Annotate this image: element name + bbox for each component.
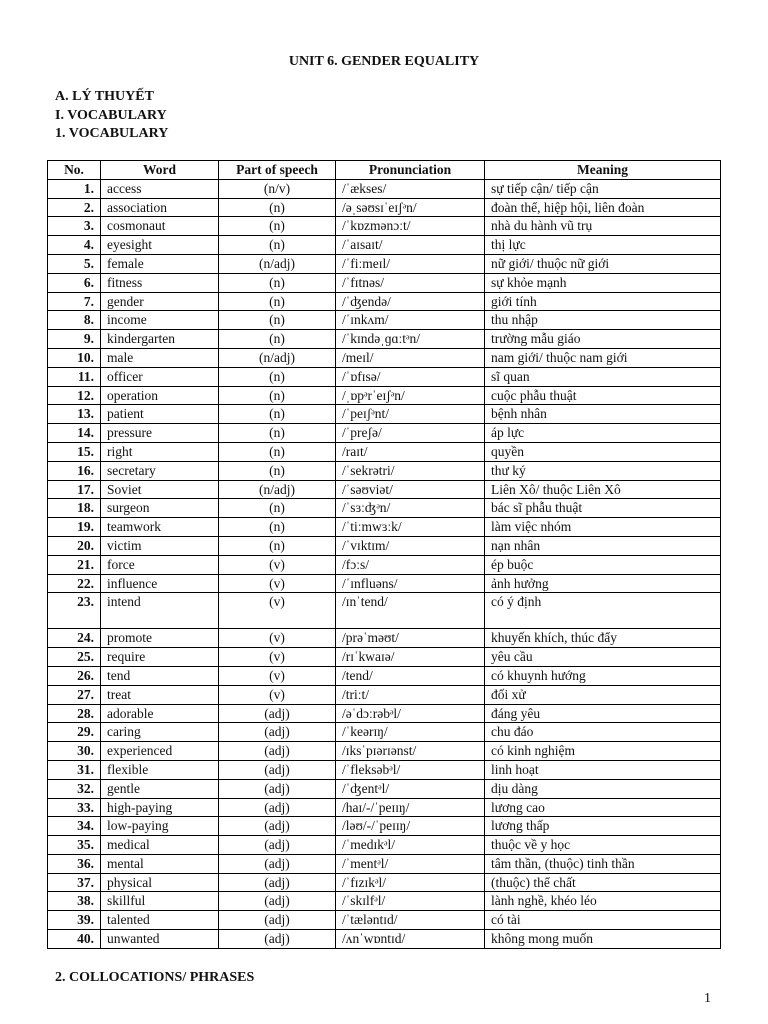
cell-meaning: linh hoạt (485, 760, 721, 779)
header-part-of-speech: Part of speech (219, 161, 336, 180)
cell-no: 22. (48, 574, 101, 593)
cell-word: teamwork (101, 518, 219, 537)
cell-word: low-paying (101, 817, 219, 836)
cell-meaning: ép buộc (485, 555, 721, 574)
page-number: 1 (704, 991, 711, 1006)
cell-part-of-speech: (adj) (219, 779, 336, 798)
cell-no: 40. (48, 930, 101, 949)
cell-pronunciation: /ˈfiːmeɪl/ (336, 254, 485, 273)
table-row (48, 666, 721, 685)
cell-part-of-speech: (n) (219, 499, 336, 518)
cell-part-of-speech: (n) (219, 217, 336, 236)
cell-word: Soviet (101, 480, 219, 499)
cell-meaning: sự khỏe mạnh (485, 273, 721, 292)
table-row (48, 798, 721, 817)
cell-no: 33. (48, 798, 101, 817)
cell-word: association (101, 198, 219, 217)
cell-meaning: tâm thần, (thuộc) tinh thần (485, 854, 721, 873)
cell-pronunciation: /ˈaɪsaɪt/ (336, 236, 485, 255)
cell-word: tend (101, 666, 219, 685)
cell-word: require (101, 648, 219, 667)
cell-word: caring (101, 723, 219, 742)
cell-no: 7. (48, 292, 101, 311)
cell-part-of-speech: (v) (219, 666, 336, 685)
cell-meaning: nữ giới/ thuộc nữ giới (485, 254, 721, 273)
cell-pronunciation: /ˌɒpᵊrˈeɪʃᵊn/ (336, 386, 485, 405)
cell-no: 13. (48, 405, 101, 424)
cell-part-of-speech: (n/v) (219, 179, 336, 198)
cell-meaning: chu đáo (485, 723, 721, 742)
cell-part-of-speech: (v) (219, 685, 336, 704)
cell-word: physical (101, 873, 219, 892)
cell-word: income (101, 311, 219, 330)
cell-part-of-speech: (n) (219, 424, 336, 443)
cell-no: 8. (48, 311, 101, 330)
cell-meaning: lương cao (485, 798, 721, 817)
table-row (48, 386, 721, 405)
cell-word: skillful (101, 892, 219, 911)
cell-word: cosmonaut (101, 217, 219, 236)
cell-pronunciation: /ˈsəʊviət/ (336, 480, 485, 499)
cell-part-of-speech: (n) (219, 536, 336, 555)
cell-no: 26. (48, 666, 101, 685)
table-row (48, 648, 721, 667)
cell-pronunciation: /prəˈməʊt/ (336, 629, 485, 648)
cell-word: influence (101, 574, 219, 593)
cell-meaning: áp lực (485, 424, 721, 443)
cell-part-of-speech: (adj) (219, 854, 336, 873)
header-pronunciation: Pronunciation (336, 161, 485, 180)
cell-meaning: bệnh nhân (485, 405, 721, 424)
cell-pronunciation: /tend/ (336, 666, 485, 685)
cell-word: surgeon (101, 499, 219, 518)
cell-no: 25. (48, 648, 101, 667)
table-row (48, 536, 721, 555)
cell-no: 16. (48, 461, 101, 480)
cell-word: patient (101, 405, 219, 424)
table-row (48, 499, 721, 518)
cell-meaning: có khuynh hướng (485, 666, 721, 685)
cell-part-of-speech: (adj) (219, 817, 336, 836)
cell-pronunciation: /ˈpeɪʃᵊnt/ (336, 405, 485, 424)
table-row (48, 836, 721, 855)
cell-pronunciation: /ʌnˈwɒntɪd/ (336, 930, 485, 949)
cell-no: 18. (48, 499, 101, 518)
cell-meaning: thư ký (485, 461, 721, 480)
cell-word: right (101, 442, 219, 461)
cell-no: 1. (48, 179, 101, 198)
table-row (48, 555, 721, 574)
cell-meaning: giới tính (485, 292, 721, 311)
cell-pronunciation: /triːt/ (336, 685, 485, 704)
cell-meaning: thuộc về y học (485, 836, 721, 855)
cell-part-of-speech: (n) (219, 367, 336, 386)
cell-word: promote (101, 629, 219, 648)
cell-part-of-speech: (v) (219, 593, 336, 629)
heading-section-1: 1. VOCABULARY (55, 126, 169, 141)
heading-section-2: 2. COLLOCATIONS/ PHRASES (55, 970, 255, 985)
cell-pronunciation: /ˈfɪtnəs/ (336, 273, 485, 292)
cell-part-of-speech: (adj) (219, 723, 336, 742)
table-row (48, 367, 721, 386)
table-row (48, 442, 721, 461)
cell-part-of-speech: (v) (219, 574, 336, 593)
table-row (48, 480, 721, 499)
header-word: Word (101, 161, 219, 180)
cell-word: medical (101, 836, 219, 855)
cell-word: high-paying (101, 798, 219, 817)
table-row (48, 330, 721, 349)
cell-no: 23. (48, 593, 101, 629)
cell-word: gentle (101, 779, 219, 798)
cell-pronunciation: /ˈkɪndəˌɡɑːtᵊn/ (336, 330, 485, 349)
cell-meaning: cuộc phẫu thuật (485, 386, 721, 405)
table-row (48, 217, 721, 236)
cell-part-of-speech: (n) (219, 405, 336, 424)
table-row (48, 348, 721, 367)
table-row (48, 236, 721, 255)
cell-no: 3. (48, 217, 101, 236)
cell-pronunciation: /ləʊ/-/ˈpeɪɪŋ/ (336, 817, 485, 836)
cell-word: unwanted (101, 930, 219, 949)
cell-part-of-speech: (n) (219, 273, 336, 292)
cell-no: 34. (48, 817, 101, 836)
table-row (48, 873, 721, 892)
cell-pronunciation: /ɪksˈpɪərɪənst/ (336, 742, 485, 761)
cell-meaning: khuyến khích, thúc đẩy (485, 629, 721, 648)
cell-part-of-speech: (n) (219, 311, 336, 330)
heading-section-a: A. LÝ THUYẾT (55, 89, 154, 104)
table-row (48, 817, 721, 836)
cell-meaning: nam giới/ thuộc nam giới (485, 348, 721, 367)
cell-word: operation (101, 386, 219, 405)
cell-pronunciation: /ˈtæləntɪd/ (336, 911, 485, 930)
cell-meaning: thị lực (485, 236, 721, 255)
cell-word: treat (101, 685, 219, 704)
cell-no: 10. (48, 348, 101, 367)
table-row (48, 760, 721, 779)
cell-part-of-speech: (n) (219, 236, 336, 255)
table-row (48, 629, 721, 648)
cell-pronunciation: /əˈdɔːrəbᵊl/ (336, 704, 485, 723)
cell-meaning: sự tiếp cận/ tiếp cận (485, 179, 721, 198)
cell-part-of-speech: (adj) (219, 836, 336, 855)
cell-word: adorable (101, 704, 219, 723)
cell-no: 20. (48, 536, 101, 555)
cell-meaning: nạn nhân (485, 536, 721, 555)
cell-pronunciation: /ˈkɒzmənɔːt/ (336, 217, 485, 236)
cell-no: 35. (48, 836, 101, 855)
cell-meaning: Liên Xô/ thuộc Liên Xô (485, 480, 721, 499)
table-row (48, 911, 721, 930)
table-row (48, 518, 721, 537)
cell-no: 12. (48, 386, 101, 405)
cell-no: 37. (48, 873, 101, 892)
cell-pronunciation: /rɪˈkwaɪə/ (336, 648, 485, 667)
cell-meaning: đáng yêu (485, 704, 721, 723)
cell-part-of-speech: (n/adj) (219, 480, 336, 499)
cell-pronunciation: /fɔːs/ (336, 555, 485, 574)
cell-part-of-speech: (adj) (219, 911, 336, 930)
cell-word: intend (101, 593, 219, 629)
table-row (48, 254, 721, 273)
cell-part-of-speech: (n/adj) (219, 254, 336, 273)
cell-no: 15. (48, 442, 101, 461)
cell-pronunciation: /əˌsəʊsɪˈeɪʃᵊn/ (336, 198, 485, 217)
cell-word: eyesight (101, 236, 219, 255)
cell-meaning: trường mẫu giáo (485, 330, 721, 349)
cell-no: 38. (48, 892, 101, 911)
cell-no: 36. (48, 854, 101, 873)
table-row (48, 892, 721, 911)
cell-part-of-speech: (adj) (219, 798, 336, 817)
cell-pronunciation: /meɪl/ (336, 348, 485, 367)
table-row (48, 574, 721, 593)
cell-no: 28. (48, 704, 101, 723)
cell-part-of-speech: (v) (219, 555, 336, 574)
table-row (48, 742, 721, 761)
table-row (48, 593, 721, 629)
cell-no: 4. (48, 236, 101, 255)
cell-no: 24. (48, 629, 101, 648)
cell-meaning: thu nhập (485, 311, 721, 330)
cell-pronunciation: /ˈɪnfluəns/ (336, 574, 485, 593)
cell-no: 6. (48, 273, 101, 292)
table-row (48, 704, 721, 723)
cell-word: experienced (101, 742, 219, 761)
cell-meaning: làm việc nhóm (485, 518, 721, 537)
cell-meaning: dịu dàng (485, 779, 721, 798)
cell-part-of-speech: (n) (219, 198, 336, 217)
cell-pronunciation: /ɪnˈtend/ (336, 593, 485, 629)
cell-pronunciation: /ˈmedɪkᵊl/ (336, 836, 485, 855)
cell-meaning: có kinh nghiệm (485, 742, 721, 761)
cell-part-of-speech: (adj) (219, 760, 336, 779)
table-row (48, 779, 721, 798)
cell-pronunciation: /ˈmentᵊl/ (336, 854, 485, 873)
table-row (48, 424, 721, 443)
cell-pronunciation: /ˈɪnkʌm/ (336, 311, 485, 330)
cell-word: officer (101, 367, 219, 386)
cell-pronunciation: /ˈʤentᵊl/ (336, 779, 485, 798)
table-row (48, 685, 721, 704)
cell-part-of-speech: (n) (219, 442, 336, 461)
cell-part-of-speech: (v) (219, 648, 336, 667)
cell-part-of-speech: (n) (219, 461, 336, 480)
cell-meaning: không mong muốn (485, 930, 721, 949)
cell-pronunciation: /ˈækses/ (336, 179, 485, 198)
cell-part-of-speech: (n) (219, 386, 336, 405)
page-title: UNIT 6. GENDER EQUALITY (288, 54, 480, 69)
cell-meaning: có tài (485, 911, 721, 930)
cell-pronunciation: /ˈsekrətri/ (336, 461, 485, 480)
cell-meaning: bác sĩ phẫu thuật (485, 499, 721, 518)
table-row (48, 273, 721, 292)
cell-part-of-speech: (adj) (219, 873, 336, 892)
cell-part-of-speech: (adj) (219, 742, 336, 761)
cell-pronunciation: /ˈfɪzɪkᵊl/ (336, 873, 485, 892)
table-row (48, 179, 721, 198)
cell-pronunciation: /ˈtiːmwɜːk/ (336, 518, 485, 537)
cell-meaning: (thuộc) thể chất (485, 873, 721, 892)
cell-no: 39. (48, 911, 101, 930)
cell-part-of-speech: (v) (219, 629, 336, 648)
cell-no: 27. (48, 685, 101, 704)
cell-no: 29. (48, 723, 101, 742)
cell-part-of-speech: (adj) (219, 930, 336, 949)
table-row (48, 723, 721, 742)
table-row (48, 198, 721, 217)
cell-meaning: quyền (485, 442, 721, 461)
cell-no: 21. (48, 555, 101, 574)
table-row (48, 461, 721, 480)
cell-meaning: có ý định (485, 593, 721, 629)
cell-pronunciation: /ˈkeərɪŋ/ (336, 723, 485, 742)
cell-pronunciation: /ˈfleksəbᵊl/ (336, 760, 485, 779)
cell-meaning: đoàn thể, hiệp hội, liên đoàn (485, 198, 721, 217)
table-header-row (48, 161, 721, 180)
cell-word: male (101, 348, 219, 367)
table-row (48, 311, 721, 330)
cell-no: 19. (48, 518, 101, 537)
cell-pronunciation: /ˈpreʃə/ (336, 424, 485, 443)
cell-pronunciation: /raɪt/ (336, 442, 485, 461)
header-no: No. (48, 161, 101, 180)
cell-no: 31. (48, 760, 101, 779)
cell-no: 17. (48, 480, 101, 499)
cell-part-of-speech: (adj) (219, 704, 336, 723)
table-row (48, 405, 721, 424)
cell-word: talented (101, 911, 219, 930)
cell-word: gender (101, 292, 219, 311)
cell-word: force (101, 555, 219, 574)
cell-meaning: sĩ quan (485, 367, 721, 386)
table-row (48, 930, 721, 949)
cell-no: 14. (48, 424, 101, 443)
cell-pronunciation: /ˈʤendə/ (336, 292, 485, 311)
cell-no: 2. (48, 198, 101, 217)
cell-meaning: yêu cầu (485, 648, 721, 667)
cell-no: 30. (48, 742, 101, 761)
vocabulary-table (47, 160, 721, 949)
cell-part-of-speech: (adj) (219, 892, 336, 911)
header-meaning: Meaning (485, 161, 721, 180)
cell-part-of-speech: (n/adj) (219, 348, 336, 367)
cell-no: 5. (48, 254, 101, 273)
cell-no: 32. (48, 779, 101, 798)
cell-word: secretary (101, 461, 219, 480)
cell-pronunciation: /ˈvɪktɪm/ (336, 536, 485, 555)
heading-section-i: I. VOCABULARY (55, 108, 167, 123)
cell-word: female (101, 254, 219, 273)
vocabulary-table-body (48, 179, 721, 948)
cell-meaning: lương thấp (485, 817, 721, 836)
cell-part-of-speech: (n) (219, 330, 336, 349)
cell-part-of-speech: (n) (219, 518, 336, 537)
cell-pronunciation: /ˈɒfɪsə/ (336, 367, 485, 386)
cell-meaning: đối xử (485, 685, 721, 704)
cell-pronunciation: /ˈskɪlfᵊl/ (336, 892, 485, 911)
cell-word: fitness (101, 273, 219, 292)
cell-meaning: lành nghề, khéo léo (485, 892, 721, 911)
cell-pronunciation: /ˈsɜːʤᵊn/ (336, 499, 485, 518)
table-row (48, 854, 721, 873)
cell-word: mental (101, 854, 219, 873)
cell-word: victim (101, 536, 219, 555)
cell-meaning: ảnh hưởng (485, 574, 721, 593)
cell-meaning: nhà du hành vũ trụ (485, 217, 721, 236)
cell-no: 11. (48, 367, 101, 386)
cell-word: flexible (101, 760, 219, 779)
cell-word: kindergarten (101, 330, 219, 349)
cell-word: access (101, 179, 219, 198)
cell-no: 9. (48, 330, 101, 349)
cell-word: pressure (101, 424, 219, 443)
table-row (48, 292, 721, 311)
cell-part-of-speech: (n) (219, 292, 336, 311)
cell-pronunciation: /haɪ/-/ˈpeɪɪŋ/ (336, 798, 485, 817)
